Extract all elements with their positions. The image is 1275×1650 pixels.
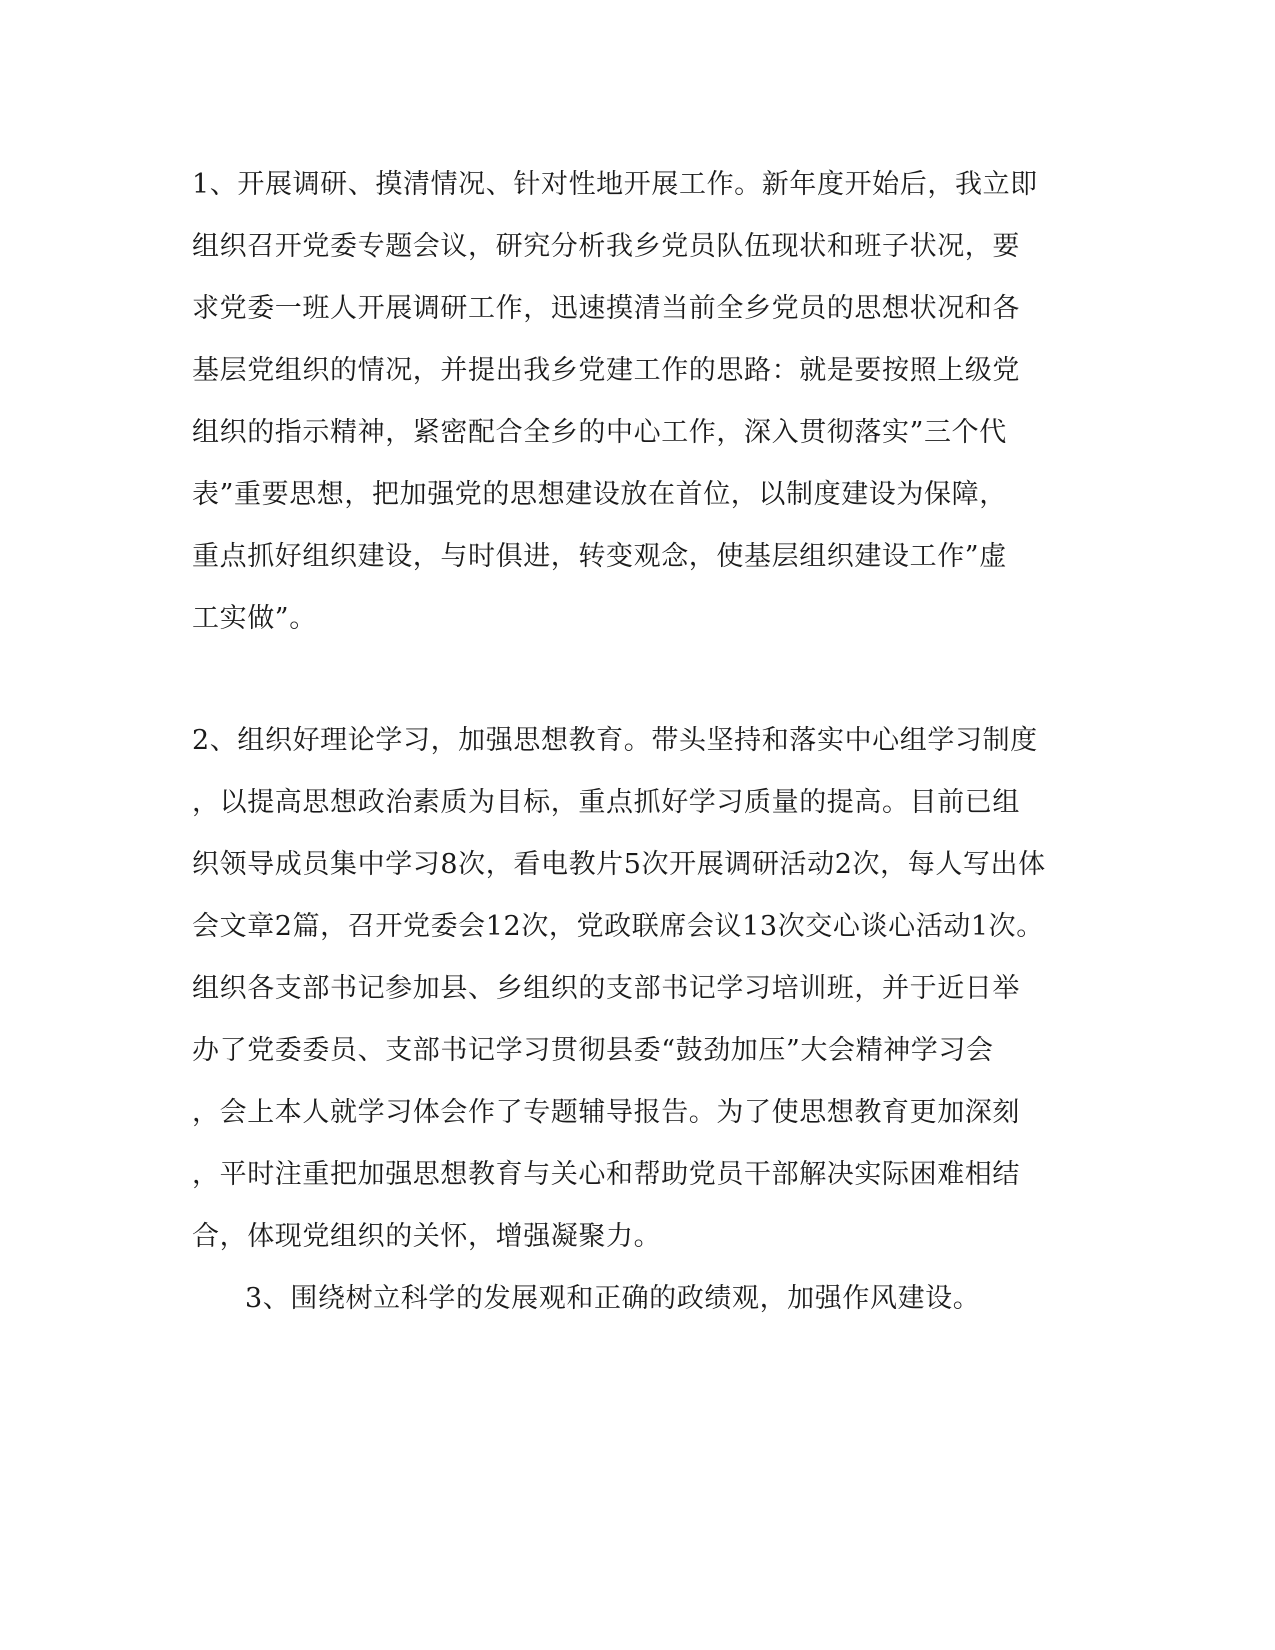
paragraph-1-line-7: 重点抓好组织建设，与时俱进，转变观念，使基层组织建设工作”虚 bbox=[192, 541, 1007, 572]
paragraph-1-line-2: 组织召开党委专题会议，研究分析我乡党员队伍现状和班子状况，要 bbox=[192, 231, 1020, 262]
paragraph-2-line-2: ，以提高思想政治素质为目标，重点抓好学习质量的提高。目前已组 bbox=[192, 787, 1020, 818]
paragraph-2-line-4: 会文章2篇，召开党委会12次，党政联席会议13次交心谈心活动1次。 bbox=[192, 911, 1044, 942]
paragraph-1-line-8: 工实做”。 bbox=[192, 603, 317, 634]
paragraph-2-line-9: 合，体现党组织的关怀，增强凝聚力。 bbox=[192, 1221, 662, 1252]
paragraph-2-line-1: 2、组织好理论学习，加强思想教育。带头坚持和落实中心组学习制度 bbox=[192, 725, 1038, 756]
paragraph-2-line-3: 织领导成员集中学习8次，看电教片5次开展调研活动2次，每人写出体 bbox=[192, 849, 1046, 880]
paragraph-2-line-8: ，平时注重把加强思想教育与关心和帮助党员干部解决实际困难相结 bbox=[192, 1159, 1020, 1190]
paragraph-3-line-1: 3、围绕树立科学的发展观和正确的政绩观，加强作风建设。 bbox=[245, 1283, 981, 1314]
paragraph-1-line-3: 求党委一班人开展调研工作，迅速摸清当前全乡党员的思想状况和各 bbox=[192, 293, 1020, 324]
paragraph-1-line-5: 组织的指示精神，紧密配合全乡的中心工作，深入贯彻落实”三个代 bbox=[192, 417, 1007, 448]
paragraph-2-line-5: 组织各支部书记参加县、乡组织的支部书记学习培训班，并于近日举 bbox=[192, 973, 1020, 1004]
paragraph-1-line-6: 表”重要思想，把加强党的思想建设放在首位，以制度建设为保障， bbox=[192, 479, 1007, 510]
paragraph-2-line-7: ，会上本人就学习体会作了专题辅导报告。为了使思想教育更加深刻 bbox=[192, 1097, 1020, 1128]
paragraph-1-line-1: 1、开展调研、摸清情况、针对性地开展工作。新年度开始后，我立即 bbox=[192, 169, 1038, 200]
paragraph-1-line-4: 基层党组织的情况，并提出我乡党建工作的思路：就是要按照上级党 bbox=[192, 355, 1020, 386]
paragraph-2-line-6: 办了党委委员、支部书记学习贯彻县委“鼓劲加压”大会精神学习会 bbox=[192, 1035, 994, 1066]
